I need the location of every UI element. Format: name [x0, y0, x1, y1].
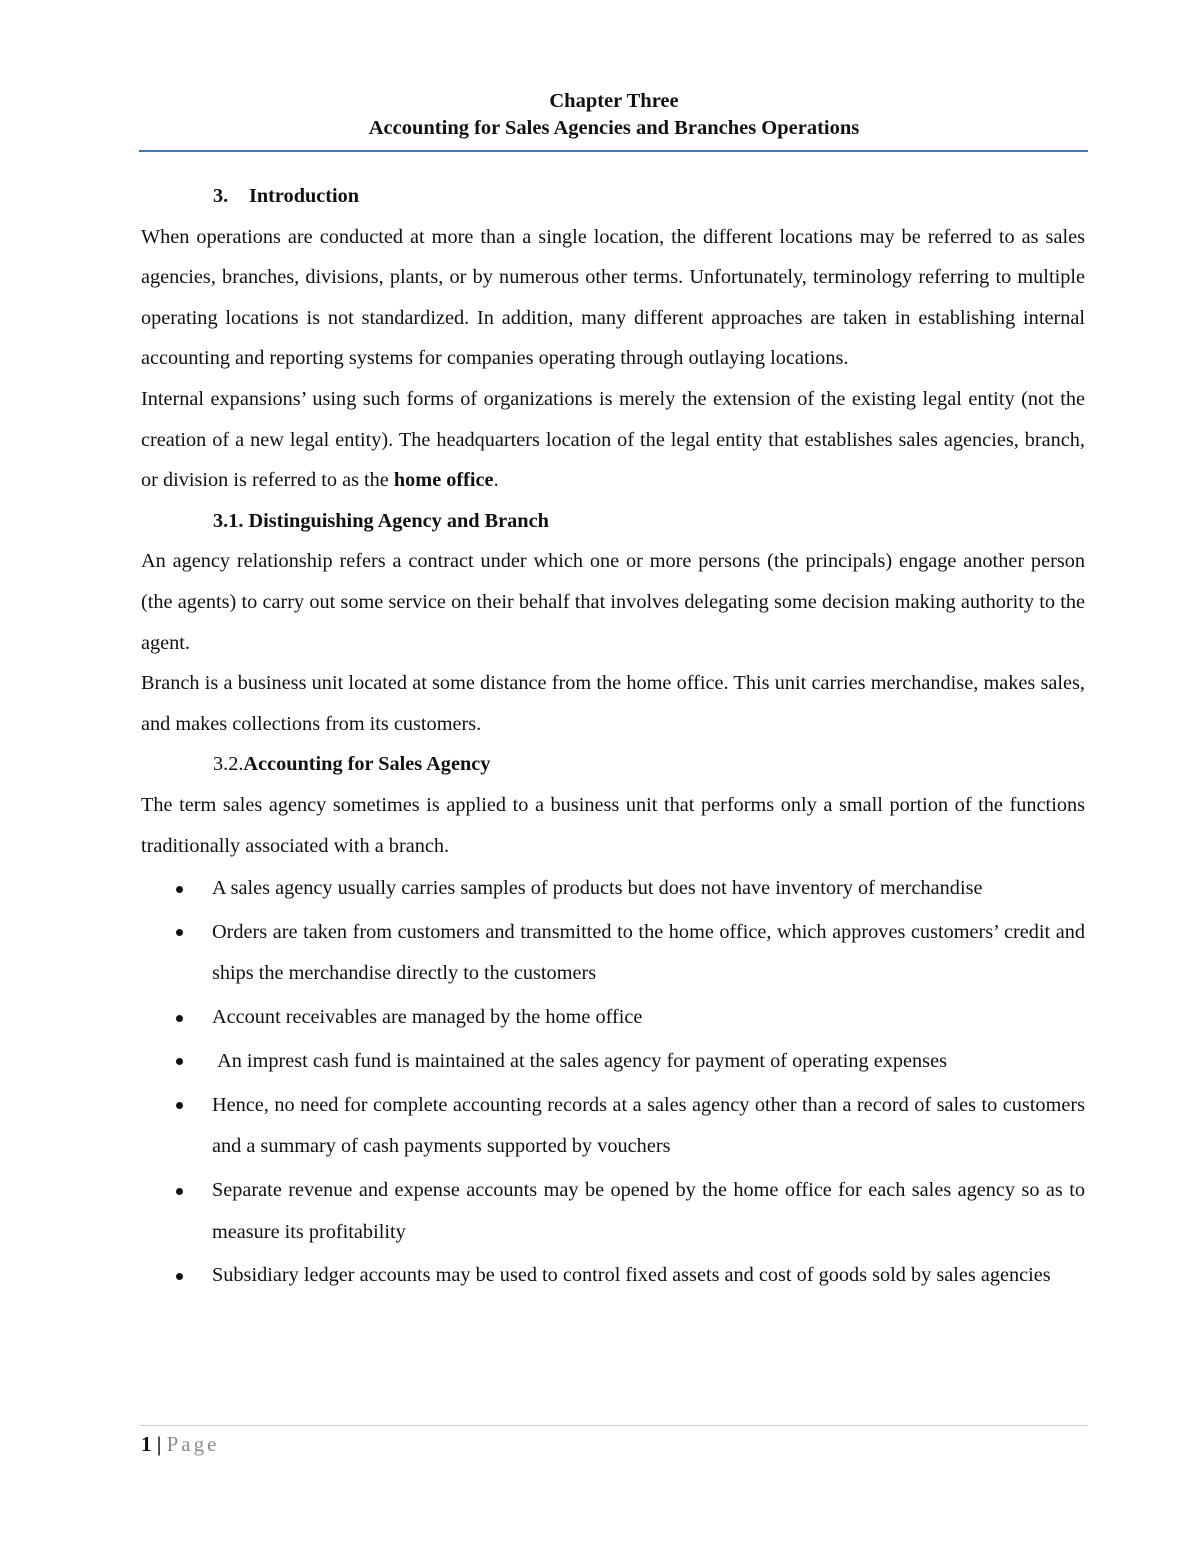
bullet-icon	[176, 886, 183, 893]
intro-paragraph-1: When operations are conducted at more than a single location, the different locations may be referred to as sales agencies, branches, divisions, plants, or by numerous other terms. Unfortunately, terminology referring to multiple operating locations is not standardized. In addition, many different approaches are taken in establishing internal accounting and reporting systems for companies operating through outlaying locations.	[141, 225, 1085, 370]
bullet-icon	[176, 1102, 183, 1109]
page-separator: |	[156, 1432, 162, 1456]
section-3-2-number: 3.2.	[213, 753, 244, 776]
list-item-text: Orders are taken from customers and transmitted to the home office, which approves customers’ credit and ships the merchandise directly to the customers	[212, 920, 1085, 985]
list-item	[141, 1170, 1085, 1253]
section-3-1-heading: 3.1. Distinguishing Agency and Branch	[213, 509, 549, 532]
document-body	[141, 176, 1085, 1299]
list-item-text: An imprest cash fund is maintained at the sales agency for payment of operating expenses	[212, 1049, 947, 1072]
page-label: Page	[166, 1432, 220, 1456]
page-footer	[141, 1430, 219, 1458]
bullet-icon	[176, 1188, 183, 1195]
list-item	[141, 997, 1085, 1039]
footer-divider	[139, 1425, 1088, 1426]
chapter-label: Chapter Three	[549, 90, 679, 112]
sales-agency-paragraph: The term sales agency sometimes is applied to a business unit that performs only a small portion of the functions traditionally associated with a branch.	[141, 793, 1085, 857]
chapter-header	[140, 88, 1088, 142]
list-item-text: Account receivables are managed by the home office	[212, 1006, 643, 1029]
bullet-icon	[176, 1273, 183, 1280]
bullet-icon	[176, 1058, 183, 1065]
list-item-text: Separate revenue and expense accounts may be opened by the home office for each sales agency so as to measure its profitability	[212, 1179, 1085, 1243]
list-item	[141, 912, 1085, 995]
chapter-title: Accounting for Sales Agencies and Branches Operations	[368, 117, 860, 139]
list-item-text: Subsidiary ledger accounts may be used to control fixed assets and cost of goods sold by sales agencies	[212, 1264, 1051, 1287]
header-divider	[139, 150, 1088, 152]
intro-heading-number: 3.	[213, 185, 229, 207]
intro-paragraph-2-end: .	[493, 469, 499, 492]
intro-paragraph-2	[141, 379, 1085, 501]
list-item-text: Hence, no need for complete accounting records at a sales agency other than a record of sales to customers and a summary of cash payments supported by vouchers	[212, 1093, 1085, 1158]
list-item	[141, 868, 1085, 910]
home-office-term: home office	[393, 469, 494, 492]
section-3-2-heading	[141, 744, 1085, 785]
list-item	[141, 1041, 1085, 1083]
section-3-2-title: Accounting for Sales Agency	[243, 753, 491, 776]
intro-heading-text: Introduction	[249, 185, 360, 207]
list-item	[141, 1085, 1085, 1168]
sales-agency-bullet-list	[141, 868, 1085, 1297]
intro-paragraph-2-text: Internal expansions’ using such forms of organizations is merely the extension of the existing legal entity (not the creation of a new legal entity). The headquarters location of the legal entity that establishes sales agencies, branch, or division is referred to as the	[141, 387, 1085, 492]
agency-paragraph: An agency relationship refers a contract under which one or more persons (the principals) engage another person (the agents) to carry out some service on their behalf that involves delegating some decision making authority to the agent.	[141, 550, 1085, 654]
bullet-icon	[176, 929, 183, 936]
intro-heading	[141, 176, 1085, 217]
page-number: 1	[141, 1432, 152, 1456]
list-item-text: A sales agency usually carries samples of products but does not have inventory of merchandise	[212, 877, 983, 900]
branch-paragraph: Branch is a business unit located at some distance from the home office. This unit carries merchandise, makes sales, and makes collections from its customers.	[141, 672, 1085, 735]
list-item	[141, 1255, 1085, 1297]
bullet-icon	[176, 1015, 183, 1022]
